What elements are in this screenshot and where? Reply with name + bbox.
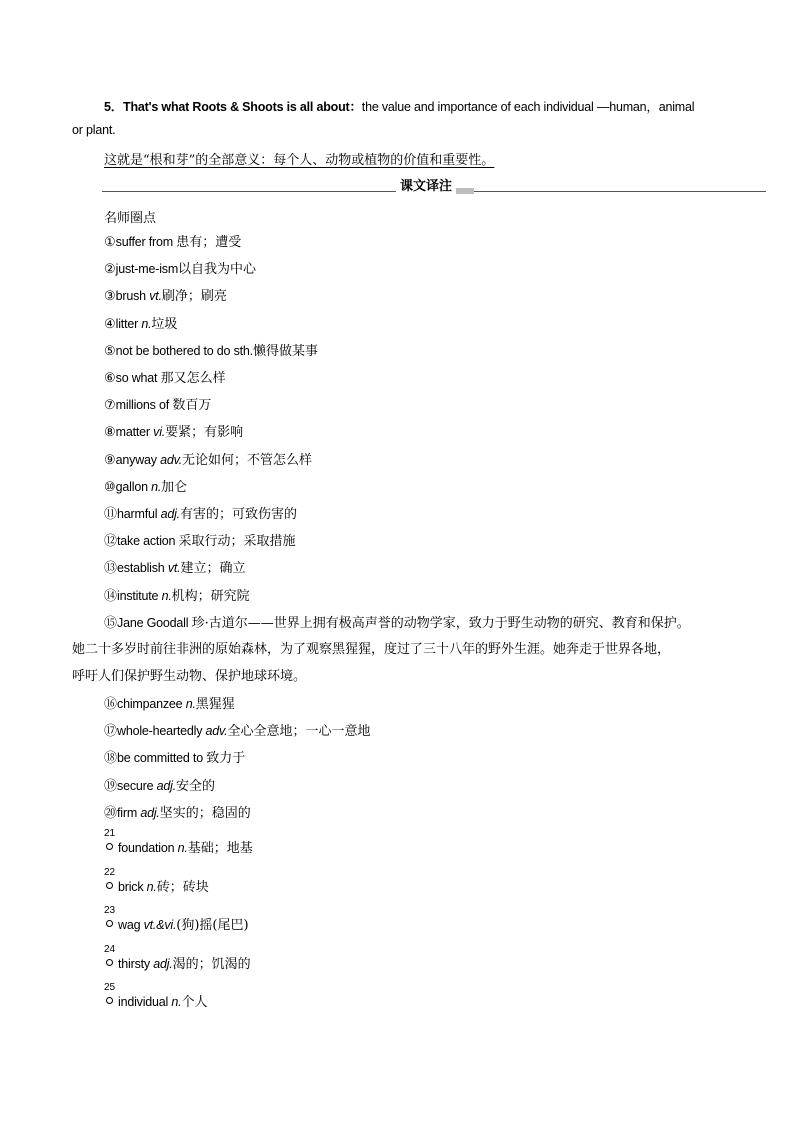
point-5-title: 5．That's what Roots & Shoots is all about：	[104, 100, 362, 114]
note-term: suffer from	[115, 235, 177, 249]
note-gloss: 懒得做某事	[252, 343, 318, 359]
note-marker: ⑪	[104, 507, 118, 522]
note-gloss: 数百万	[172, 398, 212, 414]
note-term: individual	[118, 995, 172, 1009]
note-part-of-speech: n.	[185, 697, 196, 711]
note-gloss: 刷净；刷亮	[161, 289, 227, 305]
note-item	[104, 777, 215, 796]
note-term: brick	[118, 879, 147, 894]
note-gloss: 以自我为中心	[178, 262, 257, 278]
note-marker: ⑯	[104, 697, 118, 712]
note-gloss: 要紧；有影响	[165, 425, 244, 441]
note-item-15-line2: 她二十多岁时前往非洲的原始森林，为了观察黑猩猩，度过了三十八年的野外生涯。她奔走于世界各地，	[72, 642, 671, 657]
note-part-of-speech: adj.	[153, 956, 173, 971]
note-term: matter	[115, 425, 154, 440]
note-gloss: 珍·古道尔——世界上拥有极高声誉的动物学家，致力于野生动物的研究、教育和保护。	[191, 616, 690, 631]
note-gloss: 基础；地基	[187, 841, 253, 856]
note-gloss: 垃圾	[151, 316, 178, 332]
note-marker: ⑥	[104, 371, 116, 386]
note-term: brush	[115, 289, 150, 304]
section-banner-text: 课文译注	[400, 179, 453, 194]
note-part-of-speech: n.	[151, 479, 162, 494]
marker-circle-icon	[106, 997, 113, 1004]
note-item	[104, 982, 208, 1012]
note-gloss: 采取行动；采取措施	[178, 534, 296, 550]
note-marker: ⑱	[104, 751, 118, 767]
note-part-of-speech: n.	[141, 316, 152, 331]
marker-circle-icon	[106, 882, 113, 889]
note-part-of-speech: adj.	[156, 778, 176, 793]
note-part-of-speech: n.	[171, 995, 182, 1009]
note-term: chimpanzee	[117, 697, 186, 711]
note-part-of-speech: vt.&vi.	[143, 918, 177, 932]
note-item	[104, 396, 211, 415]
note-term: secure	[117, 778, 157, 793]
note-gloss: 砖；砖块	[156, 879, 209, 895]
note-part-of-speech: vt.	[167, 561, 181, 576]
note-gloss: 有害的；可致伤害的	[179, 507, 297, 522]
note-gloss: 安全的	[175, 778, 215, 794]
marker-circle-icon	[106, 843, 113, 850]
note-marker: 24	[104, 943, 116, 955]
note-marker: ②	[104, 262, 116, 278]
note-item	[104, 587, 250, 606]
note-gloss: 全心全意地；一心一意地	[227, 724, 371, 740]
note-term: firm	[117, 805, 141, 820]
note-item	[104, 804, 251, 823]
note-item	[104, 749, 245, 768]
note-marker: ⑲	[104, 778, 118, 794]
note-gloss: 渴的；饥渴的	[172, 956, 251, 972]
note-item	[104, 451, 312, 470]
note-term: harmful	[117, 507, 161, 521]
note-marker: ⑫	[104, 534, 118, 550]
note-gloss: 无论如何；不管怎么样	[182, 452, 313, 468]
marker-circle-icon	[106, 920, 113, 927]
note-part-of-speech: vt.	[149, 289, 162, 304]
note-part-of-speech: n.	[161, 588, 172, 603]
note-item	[104, 532, 296, 551]
note-gloss: 个人	[181, 995, 208, 1010]
section-banner	[396, 180, 456, 194]
note-part-of-speech: n.	[177, 841, 188, 855]
note-part-of-speech: adv.	[205, 724, 228, 739]
note-gloss: 加仑	[161, 479, 188, 495]
note-gloss: 患有；遭受	[176, 235, 242, 250]
note-term: establish	[117, 561, 168, 576]
note-gloss: 致力于	[206, 751, 246, 767]
note-term: take action	[117, 534, 179, 549]
note-marker: ⑨	[104, 452, 116, 468]
note-item	[104, 943, 251, 974]
note-marker: ⑩	[104, 479, 116, 495]
note-item	[104, 722, 370, 741]
note-item	[104, 287, 227, 306]
note-item	[104, 315, 177, 334]
note-term: thirsty	[118, 956, 154, 971]
note-marker: ⑰	[104, 724, 118, 740]
note-term: gallon	[115, 479, 152, 494]
point-5-text: the value and importance of each individual —human，animal	[361, 100, 695, 114]
note-item	[104, 559, 245, 578]
note-marker: ⑳	[104, 805, 118, 821]
note-term: so what	[115, 371, 161, 385]
note-term: Jane Goodall	[117, 616, 192, 630]
note-part-of-speech: n.	[146, 879, 157, 894]
note-gloss: 黑猩猩	[195, 697, 235, 712]
note-item	[104, 369, 226, 388]
note-part-of-speech: adj.	[160, 507, 180, 521]
note-marker: ⑦	[104, 398, 116, 414]
note-item	[104, 423, 243, 442]
note-term: foundation	[118, 841, 178, 855]
note-item	[104, 695, 235, 714]
note-item	[104, 505, 297, 524]
note-part-of-speech: adv.	[160, 452, 183, 467]
marker-circle-icon	[106, 959, 113, 966]
note-marker: ⑧	[104, 425, 116, 441]
point-5-line	[104, 97, 694, 115]
note-marker: ④	[104, 316, 116, 332]
note-gloss: (狗)摇(尾巴)	[176, 918, 249, 933]
note-part-of-speech: vi.	[153, 425, 166, 440]
notes-heading: 名师圈点	[104, 211, 157, 226]
note-gloss: 那又怎么样	[160, 371, 226, 386]
note-gloss: 坚实的；稳固的	[159, 805, 251, 821]
note-term: whole-heartedly	[117, 724, 206, 739]
note-item-15-line3: 呼吁人们保护野生动物、保护地球环境。	[72, 669, 307, 684]
note-marker: ⑬	[104, 561, 118, 577]
note-item	[104, 260, 256, 279]
note-term: institute	[117, 588, 162, 603]
note-term: not be bothered to do sth.	[115, 343, 253, 358]
note-marker: 23	[104, 905, 116, 916]
note-marker: 21	[104, 828, 116, 839]
note-gloss: 机构；研究院	[171, 588, 250, 604]
note-item	[104, 866, 209, 897]
point-5-translation: 这就是“根和芽”的全部意义：每个人、动物或植物的价值和重要性。	[104, 153, 495, 168]
note-item	[104, 478, 187, 497]
note-term: just-me-ism	[115, 262, 179, 277]
note-term: litter	[115, 316, 142, 331]
note-item-15	[104, 614, 690, 633]
note-term: anyway	[115, 452, 161, 467]
note-marker: ⑭	[104, 588, 118, 604]
note-marker: ①	[104, 235, 116, 250]
note-item	[104, 342, 318, 361]
note-term: be committed to	[117, 751, 207, 766]
note-item	[104, 905, 249, 935]
note-part-of-speech: adj.	[140, 805, 160, 820]
note-marker: 25	[104, 982, 116, 993]
note-marker: ⑤	[104, 343, 116, 359]
note-marker: ③	[104, 289, 116, 305]
note-term: millions of	[115, 398, 173, 413]
note-term: wag	[118, 918, 144, 932]
note-item	[104, 233, 241, 252]
note-gloss: 建立；确立	[180, 561, 246, 577]
point-5-text-cont: or plant.	[72, 123, 116, 137]
note-item	[104, 828, 253, 858]
note-marker: ⑮	[104, 616, 118, 631]
note-marker: 22	[104, 866, 116, 878]
